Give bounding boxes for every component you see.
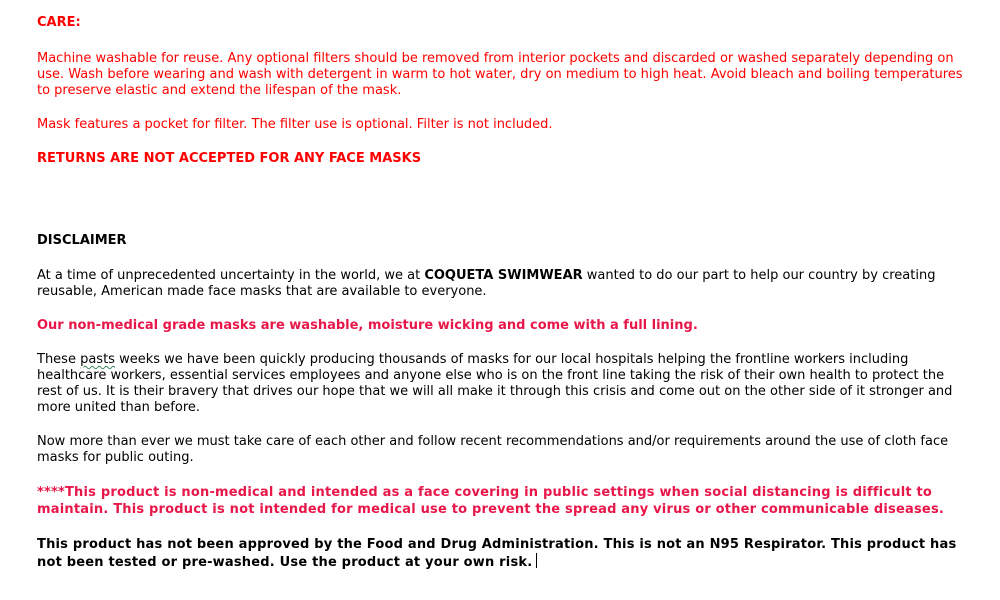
non-medical-warning: ****This product is non-medical and intended as a face covering in public settings when social distancing is difficult to maintain. This product is not intended for medical use to prevent the spread any virus or other communicable diseases. xyxy=(37,485,945,517)
returns-notice: RETURNS ARE NOT ACCEPTED FOR ANY FACE MASKS xyxy=(37,151,422,166)
production-text-before: These xyxy=(37,352,81,367)
recommendation-paragraph: Now more than ever we must take care of each other and follow recent recommendations and/or requirements around the use of cloth face masks for public outing. xyxy=(37,434,949,465)
fda-notice xyxy=(37,536,972,571)
care-instructions: Machine washable for reuse. Any optional filters should be removed from interior pockets and discarded or washed separately depending on use. Wash before wearing and wash with detergent in warm to hot water, dry on medium to high heat. Avoid bleach and boiling temperatures to preserve elastic and extend the lifespan of the mask. xyxy=(37,51,963,98)
disclaimer-heading: DISCLAIMER xyxy=(37,233,127,248)
document-body[interactable] xyxy=(37,15,972,571)
brand-name: COQUETA SWIMWEAR xyxy=(424,268,583,283)
disclaimer-intro xyxy=(37,268,972,300)
care-heading: CARE: xyxy=(37,15,81,30)
spelling-flagged-word[interactable]: pasts xyxy=(80,352,115,367)
intro-text-after: wanted to do our part to help our country by creating reusable, American made face masks that are available to everyone. xyxy=(37,268,936,299)
fda-notice-text: This product has not been approved by the Food and Drug Administration. This is not an N95 Respirator. This product has not been tested or pre-washed. Use the product at your own risk. xyxy=(37,537,957,570)
production-paragraph xyxy=(37,352,972,416)
text-cursor xyxy=(536,553,537,568)
production-text-after: weeks we have been quickly producing thousands of masks for our local hospitals helping the frontline workers including healthcare workers, essential services employees and anyone else who is on the front line taking the risk of their own health to protect the rest of us. It is their bravery that drives our hope that we will all make it through this crisis and come out on the other side of it stronger and more united than before. xyxy=(37,352,953,415)
intro-text-before: At a time of unprecedented uncertainty in the world, we at xyxy=(37,268,425,283)
filter-note: Mask features a pocket for filter. The filter use is optional. Filter is not included. xyxy=(37,117,553,132)
non-medical-grade-statement: Our non-medical grade masks are washable, moisture wicking and come with a full lining. xyxy=(37,318,698,333)
